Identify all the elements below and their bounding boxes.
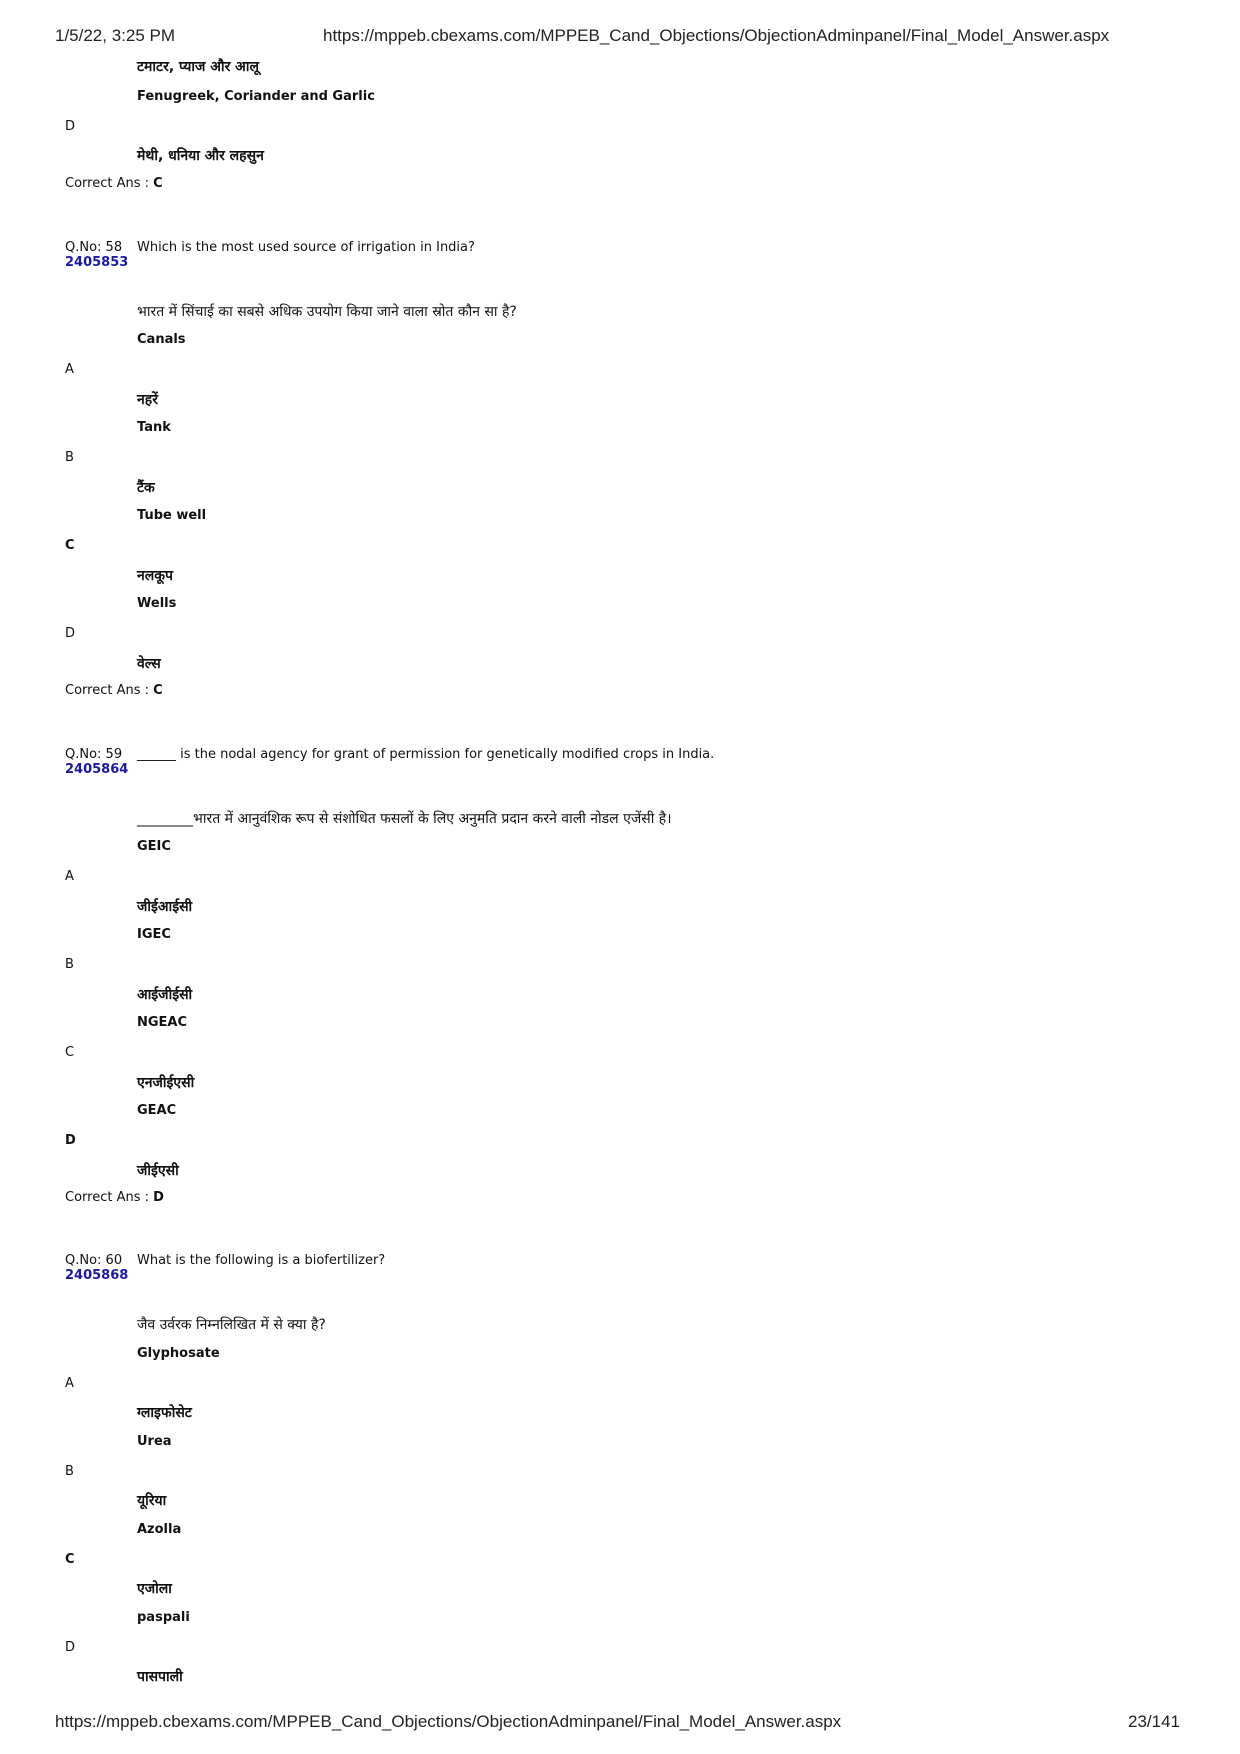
- option-text-hindi: आईजीईसी: [137, 987, 193, 1003]
- option-text-english: Tank: [137, 420, 171, 435]
- option-text-english: GEIC: [137, 839, 171, 854]
- option-label: A: [65, 869, 74, 884]
- option-label-correct: C: [65, 1552, 75, 1567]
- option-label: D: [65, 119, 76, 134]
- option-text-hindi: यूरिया: [137, 1493, 167, 1509]
- option-label-correct: D: [65, 1133, 76, 1148]
- correct-answer: [65, 176, 163, 191]
- option-text-hindi: टमाटर, प्याज और आलू: [137, 59, 259, 75]
- question-text-english: Which is the most used source of irrigation in India?: [137, 240, 475, 255]
- option-label: B: [65, 957, 74, 972]
- option-text-english: Tube well: [137, 508, 207, 523]
- page-number: 23/141: [1128, 1712, 1180, 1731]
- option-text-english: Glyphosate: [137, 1346, 220, 1361]
- option-label: C: [65, 1045, 75, 1060]
- option-text-english: IGEC: [137, 927, 171, 942]
- option-label: A: [65, 362, 74, 377]
- correct-answer-label: Correct Ans :: [65, 176, 149, 191]
- option-text-hindi: मेथी, धनिया और लहसुन: [137, 148, 264, 164]
- question-number: Q.No: 58: [65, 240, 123, 255]
- option-text-hindi: जीईआईसी: [137, 899, 193, 915]
- question-number: Q.No: 60: [65, 1253, 123, 1268]
- question-text-hindi: ________भारत में आनुवंशिक रूप से संशोधित फसलों के लिए अनुमति प्रदान करने वाली नोडल एजेंसी है।: [137, 811, 672, 827]
- correct-answer-label: Correct Ans :: [65, 683, 149, 698]
- option-text-hindi: नलकूप: [137, 568, 173, 584]
- option-label: D: [65, 626, 76, 641]
- question-text-hindi: भारत में सिंचाई का सबसे अधिक उपयोग किया जाने वाला स्रोत कौन सा है?: [137, 304, 517, 320]
- correct-answer-value: C: [153, 176, 163, 191]
- correct-answer: [65, 1190, 164, 1205]
- option-text-hindi: जीईएसी: [137, 1163, 179, 1179]
- option-text-english: Azolla: [137, 1522, 182, 1537]
- correct-answer: [65, 683, 163, 698]
- question-id: 2405853: [65, 255, 129, 270]
- print-url: https://mppeb.cbexams.com/MPPEB_Cand_Objections/ObjectionAdminpanel/Final_Model_Answer.aspx: [323, 26, 1110, 45]
- print-datetime: 1/5/22, 3:25 PM: [55, 26, 176, 45]
- option-label: A: [65, 1376, 74, 1391]
- option-text-english: GEAC: [137, 1103, 177, 1118]
- option-text-hindi: पासपाली: [137, 1669, 183, 1685]
- option-text-hindi: ग्लाइफोसेट: [137, 1405, 192, 1421]
- option-text-english: Urea: [137, 1434, 172, 1449]
- option-label: D: [65, 1640, 76, 1655]
- correct-answer-value: C: [153, 683, 163, 698]
- question-id: 2405868: [65, 1268, 129, 1283]
- question-number: Q.No: 59: [65, 747, 123, 762]
- option-label: B: [65, 450, 74, 465]
- correct-answer-label: Correct Ans :: [65, 1190, 149, 1205]
- question-text-english: What is the following is a biofertilizer?: [137, 1253, 386, 1268]
- option-label-correct: C: [65, 538, 75, 553]
- correct-answer-value: D: [153, 1190, 164, 1205]
- question-id: 2405864: [65, 762, 129, 777]
- option-text-hindi: टैंक: [137, 480, 155, 496]
- option-text-english: Canals: [137, 332, 186, 347]
- option-text-english: Fenugreek, Coriander and Garlic: [137, 89, 375, 104]
- question-text-english: ______ is the nodal agency for grant of permission for genetically modified crops in India.: [137, 747, 715, 762]
- option-text-english: Wells: [137, 596, 177, 611]
- option-text-hindi: एनजीईएसी: [137, 1075, 195, 1091]
- option-text-english: NGEAC: [137, 1015, 188, 1030]
- option-text-hindi: वेल्स: [137, 656, 161, 672]
- option-text-hindi: एजोला: [137, 1581, 172, 1597]
- footer-url: https://mppeb.cbexams.com/MPPEB_Cand_Objections/ObjectionAdminpanel/Final_Model_Answer.aspx: [55, 1712, 842, 1731]
- option-text-hindi: नहरें: [137, 392, 158, 408]
- option-text-english: paspali: [137, 1610, 190, 1625]
- option-label: B: [65, 1464, 74, 1479]
- question-text-hindi: जैव उर्वरक निम्नलिखित में से क्या है?: [137, 1317, 326, 1333]
